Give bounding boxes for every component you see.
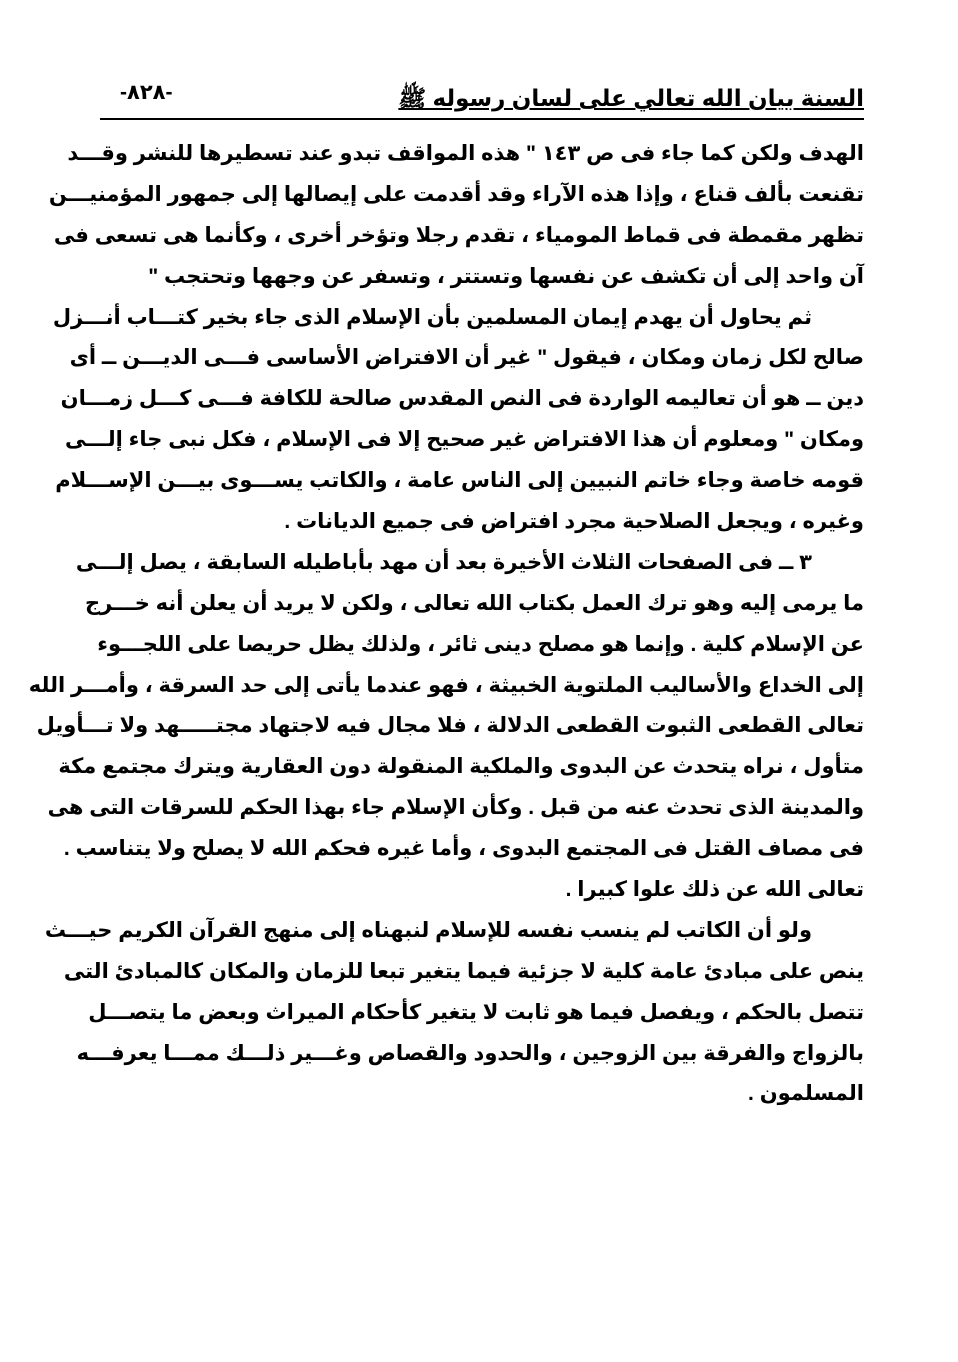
text-line: صالح لكل زمان ومكان ، فيقول " غير أن الافتراض الأساسى فـــى الديـــن ــ أى	[69, 346, 864, 370]
text-line: ولو أن الكاتب لم ينسب نفسه للإسلام لنبهناه إلى منهج القرآن الكريم حيـــث	[44, 918, 812, 942]
book-title: السنة بيان الله تعالي على لسان رسوله ﷺ	[398, 85, 864, 111]
page-body	[28, 134, 864, 1115]
text-line: إلى الخداع والأساليب الملتوية الخبيثة ، فهو عندما يأتى إلى حد السرقة ، وأمـــر الله	[28, 673, 864, 697]
text-line: قومه خاصة وجاء خاتم النبيين إلى الناس عامة ، والكاتب يســـوى بيـــن الإســـلام	[55, 469, 864, 493]
text-line: متأول ، نراه يتحدث عن البدوى والملكية المنقولة دون العقارية ويترك مجتمع مكة	[58, 755, 864, 779]
text-line: تظهر مقمطة فى قماط المومياء ، تقدم رجلا وتؤخر أخرى ، وكأنما هى تسعى فى	[53, 223, 864, 247]
text-line: ثم يحاول أن يهدم إيمان المسلمين بأن الإسلام الذى جاء بخير كتـــاب أنـــزل	[52, 305, 812, 329]
text-line: عن الإسلام كلية . وإنما هو مصلح دينى ثائر ، ولذلك يظل حريصا على اللجـــوء	[97, 632, 864, 656]
page-number: -٨٢٨-	[120, 81, 173, 104]
text-line: ينص على مبادئ عامة كلية لا جزئية فيما يتغير تبعا للزمان والمكان كالمبادئ التى	[63, 959, 864, 983]
text-line: ٣ ــ فى الصفحات الثلاث الأخيرة بعد أن مهد بأباطيله السابقة ، يصل إلـــى	[75, 550, 812, 574]
text-line: تعالى القطعى الثبوت القطعى الدلالة ، فلا مجال فيه لاجتهاد مجتـــــهد ولا تـــأويل	[36, 714, 864, 738]
text-line: بالزواج والفرقة بين الزوجين ، والحدود والقصاص وغـــير ذلـــك ممـــا يعرفـــه	[76, 1041, 864, 1065]
text-line: المسلمون .	[748, 1082, 864, 1106]
text-line: وغيره ، ويجعل الصلاحية مجرد افتراض فى جميع الديانات .	[284, 510, 864, 534]
text-line: تعالى الله عن ذلك علوا كبيرا .	[565, 878, 864, 902]
text-line: تتصل بالحكم ، ويفصل فيما هو ثابت لا يتغير كأحكام الميراث وبعض ما يتصـــل	[88, 1000, 864, 1024]
text-line: ومكان " ومعلوم أن هذا الافتراض غير صحيح إلا فى الإسلام ، فكل نبى جاء إلـــى	[64, 428, 864, 452]
text-line: ما يرمى إليه وهو ترك العمل بكتاب الله تعالى ، ولكن لا يريد أن يعلن أنه خـــرج	[84, 591, 864, 615]
text-line: فى مصاف القتل فى المجتمع البدوى ، وأما غيره فحكم الله لا يصلح ولا يتناسب .	[63, 837, 864, 861]
text-line: دين ــ هو أن تعاليمه الواردة فى النص المقدس صالحة للكافة فـــى كـــل زمـــان	[60, 387, 864, 411]
text-line: والمدينة الذى تحدث عنه من قبل . وكأن الإسلام جاء بهذا الحكم للسرقات التى هى	[47, 796, 864, 820]
text-line: آن واحد إلى أن تكشف عن نفسها وتستتر ، وتسفر عن وجهها وتحتجب "	[148, 264, 864, 288]
running-header	[100, 78, 864, 120]
text-line: الهدف ولكن كما جاء فى ص ١٤٣ " هذه المواقف تبدو عند تسطيرها للنشر وقـــد	[67, 142, 864, 165]
text-line: تقنعت بألف قناع ، وإذا هذه الآراء وقد أقدمت على إيصالها إلى جمهور المؤمنيـــن	[48, 182, 864, 206]
